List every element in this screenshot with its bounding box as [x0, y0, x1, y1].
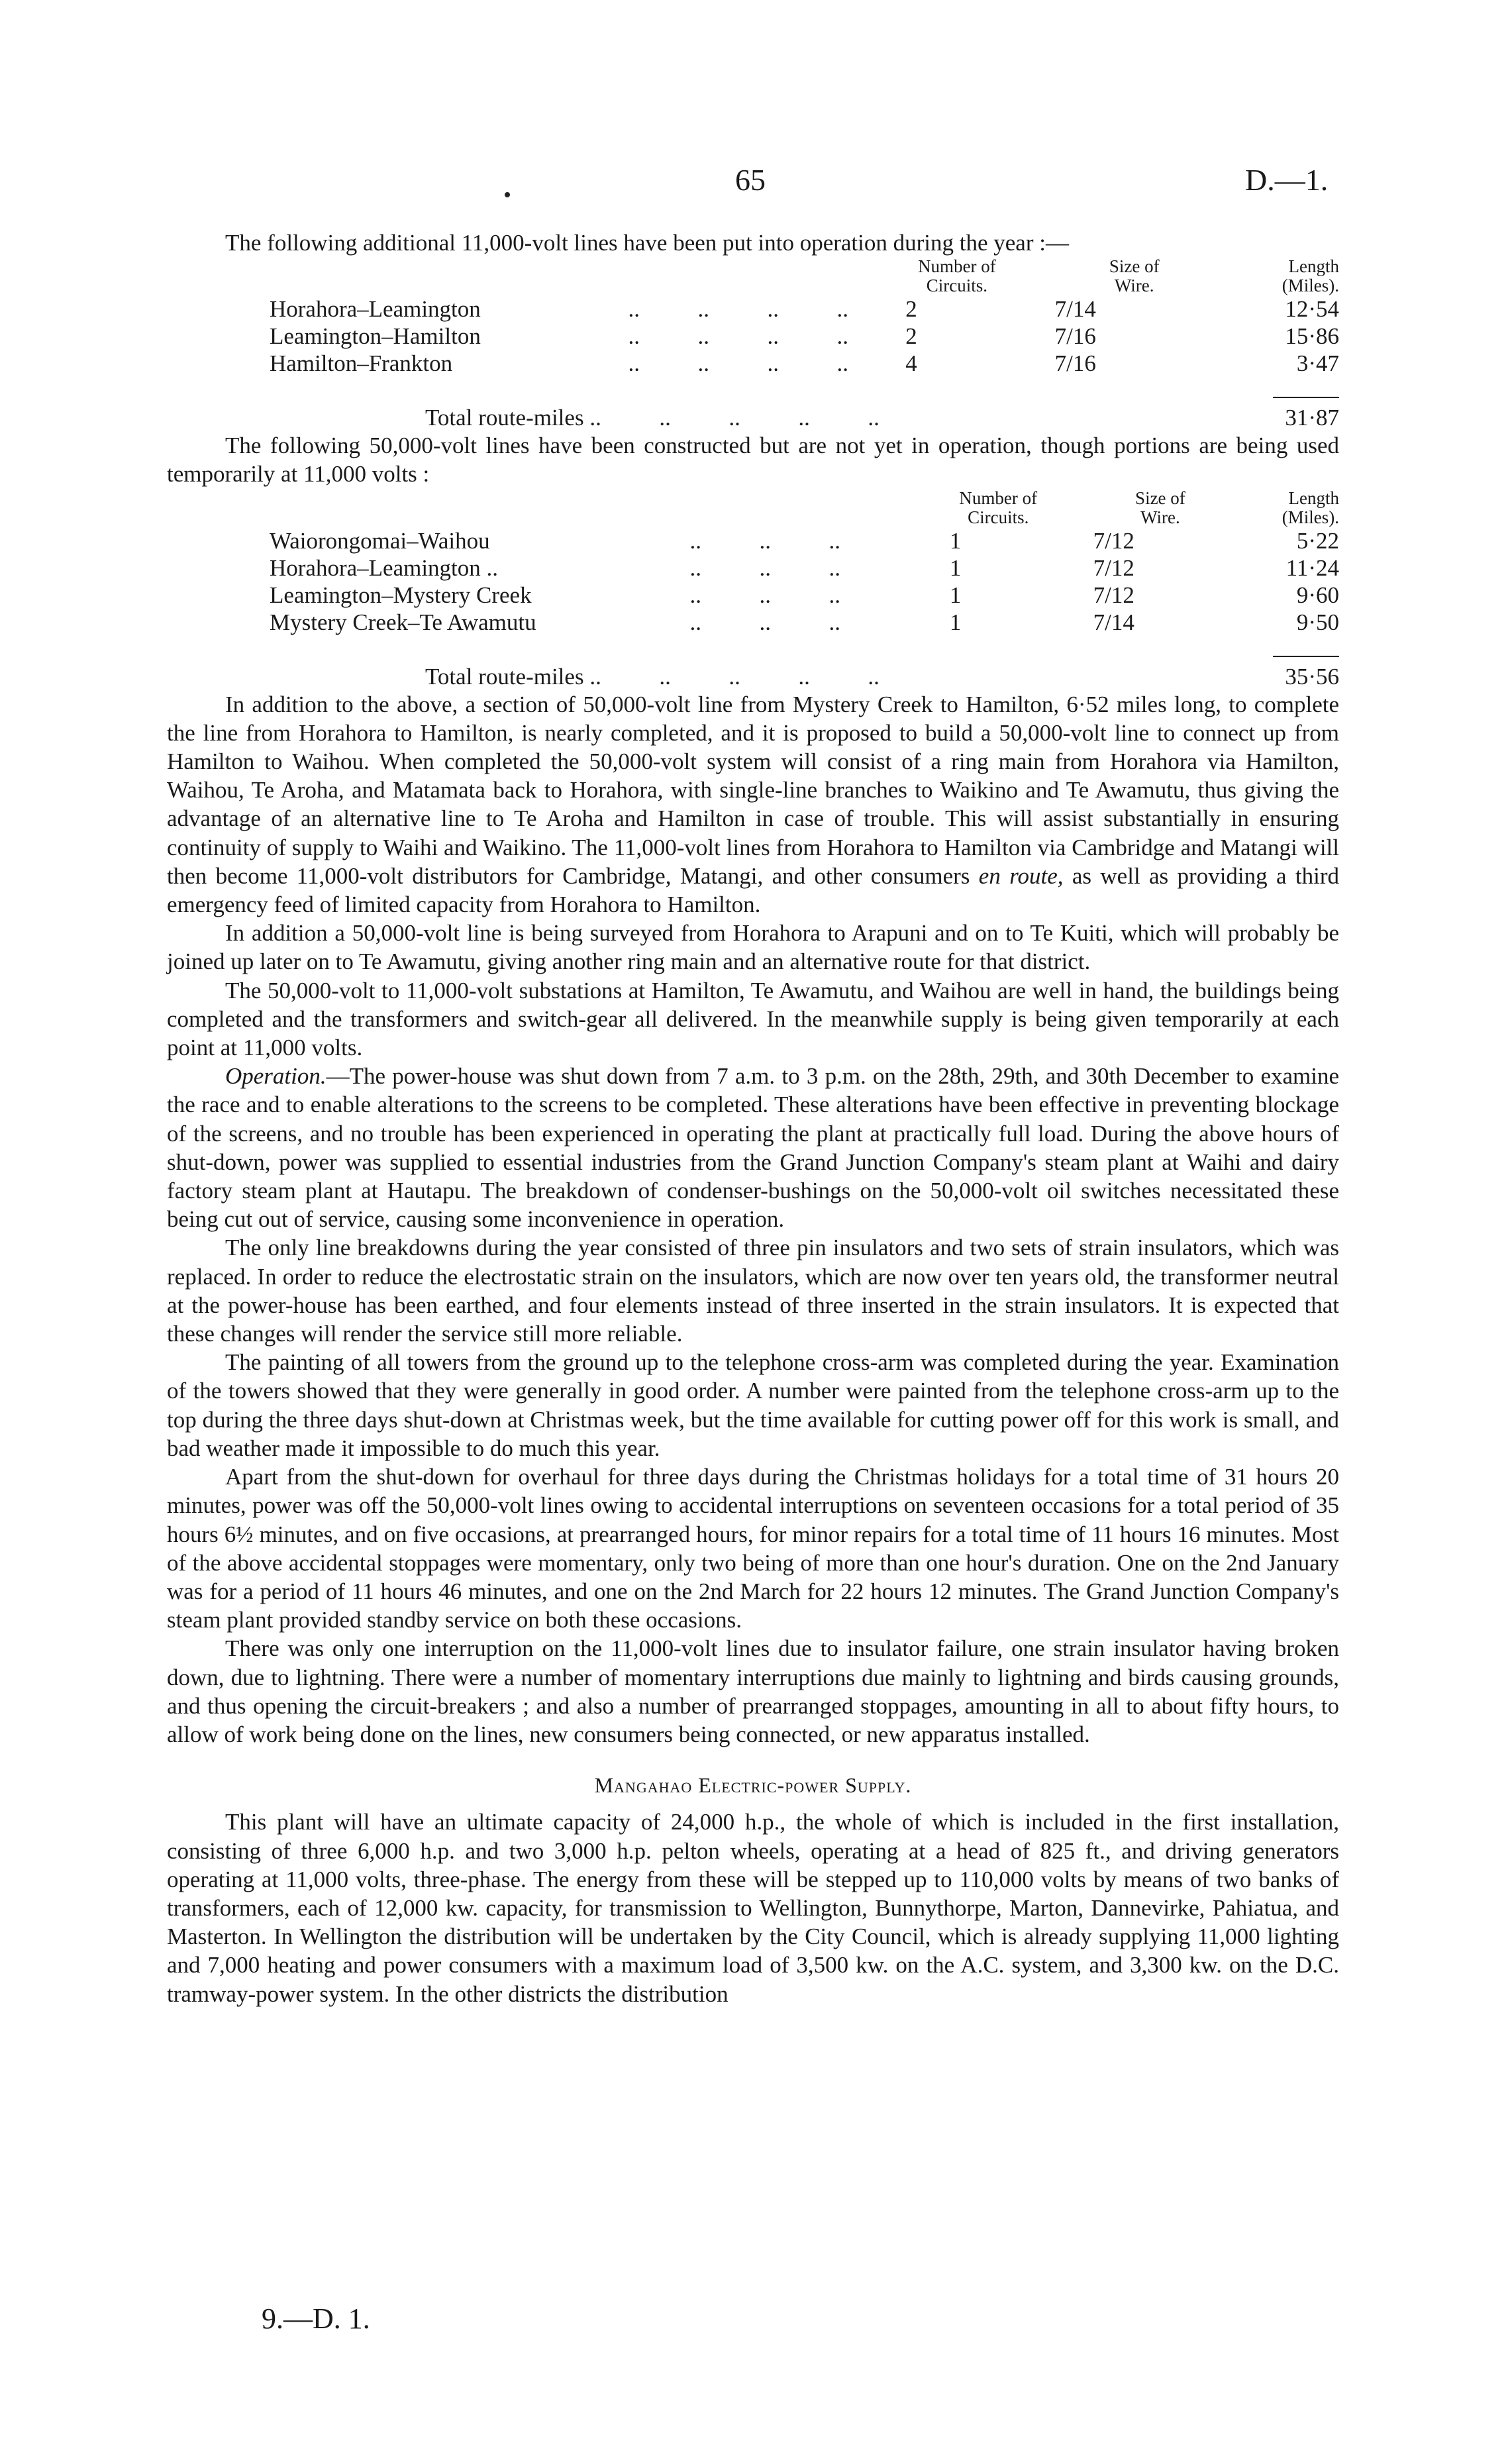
wire-size-value: 7/14 — [1093, 609, 1134, 635]
col-header-size: Size of Wire. — [1135, 488, 1185, 527]
printer-mark — [505, 192, 510, 197]
table-rule-row — [167, 636, 1339, 663]
col-header-length: Length (Miles). — [1282, 256, 1339, 296]
sum-rule — [1273, 656, 1339, 657]
intro-paragraph-50kv: The following 50,000-volt lines have been constructed but are not yet in operation, though portions are being used temporarily at 11,000 volts : — [167, 433, 1339, 488]
wire-size-value: 7/16 — [1054, 350, 1096, 377]
italic-en-route: en route, — [978, 862, 1064, 889]
table-row — [167, 323, 1339, 350]
paragraph-painting: The painting of all towers from the ground up to the telephone cross-arm was completed during the year. Examination of the towers showed that they were generally in good order. A number were painted from the telephone cross-arm up to the top during the three days shut-down at Christmas week, but the time available for cutting power off for this work is small, and bad weather made it impossible to do much this year. — [167, 1349, 1339, 1461]
length-value: 9·50 — [1296, 609, 1339, 635]
total-value: 31·87 — [1285, 405, 1339, 431]
leader-dots: .. .. .. .. — [628, 350, 849, 377]
table-row — [167, 350, 1339, 377]
circuits-value: 1 — [949, 582, 962, 608]
page-header — [0, 162, 1510, 202]
col-header-size: Size of Wire. — [1109, 256, 1160, 296]
table-row — [167, 609, 1339, 636]
paragraph-mangahao: This plant will have an ultimate capacity of 24,000 h.p., the whole of which is included in the first installation, consisting of three 6,000 h.p. and two 3,000 h.p. pelton wheels, operating at a head of 825 ft., and driving generators operating at 11,000 volts, three-phase. The energy from these will be stepped up to 110,000 volts by means of two banks of transformers, each of 12,000 kw. capacity, for transmission to Wellington, Bunnythorpe, Marton, Dannevirke, Pahiatua, and Masterton. In Wellington the distribution will be undertaken by the City Council, which is already supplying 11,000 lighting and 7,000 heating and power consumers with a maximum load of 3,500 kw. on the A.C. system, and 3,300 kw. on the D.C. tramway-power system. In the other districts the distribution — [167, 1809, 1339, 2007]
length-value: 9·60 — [1296, 582, 1339, 608]
leader-dots: .. .. .. .. — [628, 296, 849, 323]
col-header-length: Length (Miles). — [1282, 488, 1339, 527]
paragraph-substations: The 50,000-volt to 11,000-volt substations at Hamilton, Te Awamutu, and Waihou are well in hand, the buildings being completed and the transformers and switch-gear all delivered. In the meanwhile supply is being given temporarily at each point at 11,000 volts. — [167, 977, 1339, 1061]
paragraph-operation: Operation.—The power-house was shut down from 7 a.m. to 3 p.m. on the 28th, 29th, and 30th December to examine the race and to enable alterations to the screens to be completed. These alterations have been effective in preventing blockage of the screens, and no trouble has been experienced in operating the plant at practically full load. During the above hours of shut-down, power was supplied to essential industries from the Grand Junction Company's steam plant at Waihi and dairy factory steam plant at Hautapu. The breakdown of condenser-bushings on the 50,000-volt oil switches necessitated these being cut out of service, causing some inconvenience in operation. — [167, 1063, 1339, 1233]
leader-dots: .. .. .. — [689, 582, 841, 608]
col-header-circuits: Number of Circuits. — [918, 256, 996, 296]
wire-size-value: 7/12 — [1093, 554, 1134, 581]
wire-size-value: 7/12 — [1093, 582, 1134, 608]
table-total-row — [167, 404, 1339, 431]
leader-dots: .. .. .. — [689, 527, 841, 554]
length-value: 15·86 — [1285, 323, 1339, 350]
length-value: 3·47 — [1296, 350, 1339, 377]
route-name: Leamington–Mystery Creek — [270, 582, 532, 608]
table-row — [167, 582, 1339, 609]
page-body — [167, 229, 1339, 2008]
table-header-row — [167, 489, 1339, 527]
table-header-row — [167, 257, 1339, 295]
route-name: Horahora–Leamington .. — [270, 554, 499, 581]
col-header-circuits: Number of Circuits. — [959, 488, 1038, 527]
length-value: 12·54 — [1285, 296, 1339, 323]
circuits-value: 2 — [905, 296, 917, 323]
total-label: Total route-miles — [425, 663, 584, 690]
leader-dots: .. .. .. .. .. — [589, 663, 880, 690]
leader-dots: .. .. .. — [689, 609, 841, 635]
wire-size-value: 7/14 — [1054, 296, 1096, 323]
circuits-value: 1 — [949, 527, 962, 554]
route-name: Hamilton–Frankton — [270, 350, 453, 377]
paragraph-shutdowns: Apart from the shut-down for overhaul for three days during the Christmas holidays for a total time of 31 hours 20 minutes, power was off the 50,000-volt lines owing to accidental interruptions on seventeen occasions for a total period of 35 hours 6½ minutes, and on five occasions, at prearranged hours, for minor repairs for a total time of 11 hours 16 minutes. Most of the above accidental stoppages were momentary, only two being of more than one hour's duration. One on the 2nd January was for a period of 11 hours 46 minutes, and one on the 2nd March for 22 hours 12 minutes. The Grand Junction Company's steam plant provided standby service on both these occasions. — [167, 1464, 1339, 1633]
circuits-value: 1 — [949, 554, 962, 581]
route-name: Mystery Creek–Te Awamutu — [270, 609, 536, 635]
table-row — [167, 295, 1339, 323]
circuits-value: 4 — [905, 350, 917, 377]
table-rule-row — [167, 377, 1339, 404]
section-title-mangahao: Mangahao Electric-power Supply. — [594, 1773, 912, 1798]
total-label: Total route-miles — [425, 405, 584, 431]
wire-size-value: 7/12 — [1093, 527, 1134, 554]
route-name: Leamington–Hamilton — [270, 323, 481, 350]
table-row — [167, 554, 1339, 582]
route-name: Waiorongomai–Waihou — [270, 527, 490, 554]
page-number: 65 — [735, 163, 766, 197]
total-value: 35·56 — [1285, 663, 1339, 690]
paragraph-interruptions: There was only one interruption on the 11,000-volt lines due to insulator failure, one strain insulator having broken down, due to lightning. There were a number of momentary interruptions due mainly to lightning and birds causing grounds, and thus opening the circuit-breakers ; and also a number of prearranged stoppages, amounting in all to about fifty hours, to allow of work being done on the lines, new consumers being connected, or new apparatus installed. — [167, 1635, 1339, 1747]
table-total-row — [167, 663, 1339, 690]
leader-dots: .. .. .. .. .. — [589, 405, 880, 431]
paragraph-breakdowns: The only line breakdowns during the year consisted of three pin insulators and two sets of strain insulators, which was replaced. In order to reduce the electrostatic strain on the insulators, which are now over ten years old, the transformer neutral at the power-house has been earthed, and four elements instead of three inserted in the strain insulators. It is expected that these changes will render the service still more reliable. — [167, 1235, 1339, 1347]
paragraph-arapuni: In addition a 50,000-volt line is being surveyed from Horahora to Arapuni and on to Te Kuiti, which will probably be joined up later on to Te Awamutu, giving another ring main and an alternative route for that district. — [167, 920, 1339, 975]
intro-paragraph-11kv: The following additional 11,000-volt lines have been put into operation during the year :— — [225, 230, 1069, 256]
leader-dots: .. .. .. .. — [628, 323, 849, 350]
table-11kv-lines — [167, 257, 1339, 431]
sum-rule — [1273, 397, 1339, 398]
leader-dots: .. .. .. — [689, 554, 841, 581]
operation-label: Operation. — [225, 1063, 327, 1090]
route-name: Horahora–Leamington — [270, 296, 481, 323]
paragraph-ring-main: In addition to the above, a section of 50,000-volt line from Mystery Creek to Hamilton, 6·52 miles long, to complete the line from Horahora to Hamilton, is nearly completed, and it is proposed to build a 50,000-volt line to connect up from Hamilton to Waihou. When completed the 50,000-volt system will consist of a ring main from Horahora via Hamilton, Waihou, Te Aroha, and Matamata back to Horahora, with single-line branches to Waikino and Te Awamutu, thus giving the advantage of an alternative line to Te Aroha and Hamilton in case of trouble. This will assist substantially in ensuring continuity of supply to Waihi and Waikino. The 11,000-volt lines from Horahora to Hamilton via Cambridge and Matangi will then become 11,000-volt distributors for Cambridge, Matangi, and other consumers en route, as well as providing a third emergency feed of limited capacity from Horahora to Hamilton. — [167, 691, 1339, 918]
length-value: 5·22 — [1296, 527, 1339, 554]
circuits-value: 1 — [949, 609, 962, 635]
length-value: 11·24 — [1285, 554, 1339, 581]
document-reference: D.—1. — [1245, 163, 1329, 197]
table-50kv-lines — [167, 489, 1339, 690]
wire-size-value: 7/16 — [1054, 323, 1096, 350]
table-row — [167, 527, 1339, 554]
circuits-value: 2 — [905, 323, 917, 350]
page-footer: 9.—D. 1. — [262, 2302, 370, 2335]
